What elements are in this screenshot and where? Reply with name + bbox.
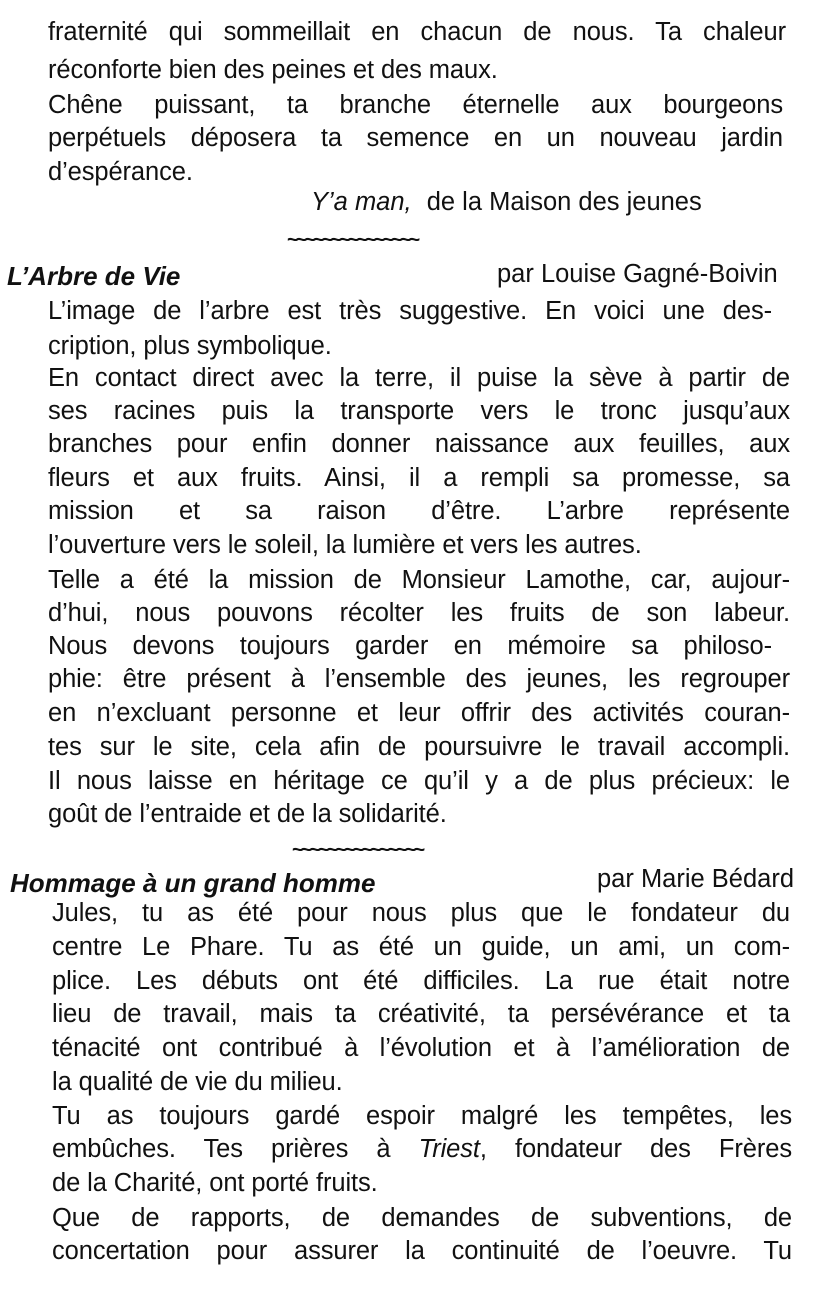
hommage-line: de la Charité, ont porté fruits. (52, 1169, 378, 1197)
arbre-line: goût de l’entraide et de la solidarité. (48, 800, 447, 828)
arbre-line: phie: être présent à l’ensemble des jeunes, les regrouper (48, 665, 790, 693)
arbre-line: Nous devons toujours garder en mémoire sa philoso- (48, 632, 772, 660)
hommage-line: Tu as toujours gardé espoir malgré les tempêtes, les (52, 1102, 792, 1130)
hommage-line: ténacité ont contribué à l’évolution et à l’amélioration de (52, 1034, 790, 1062)
separator: ~~~~~~~~~~~~~~~ (287, 229, 418, 251)
arbre-line: Telle a été la mission de Monsieur Lamothe, car, aujour- (48, 566, 790, 594)
intro-line: Chêne puissant, ta branche éternelle aux bourgeons (48, 91, 783, 119)
arbre-line: tes sur le site, cela afin de poursuivre le travail accompli. (48, 733, 790, 761)
hommage-line: plice. Les débuts ont été difficiles. La rue était notre (52, 967, 790, 995)
signature (311, 185, 702, 219)
hommage-line: lieu de travail, mais ta créativité, ta persévérance et ta (52, 1000, 790, 1028)
hommage-line (52, 1132, 792, 1166)
signature-org: de la Maison des jeunes (426, 188, 702, 216)
separator: ~~~~~~~~~~~~~~~ (292, 839, 423, 861)
section-title-arbre: L’Arbre de Vie (7, 261, 181, 291)
arbre-line: cription, plus symbolique. (48, 332, 332, 360)
arbre-line: branches pour enfin donner naissance aux feuilles, aux (48, 430, 790, 458)
signature-name: Y’a man, (311, 188, 412, 216)
intro-line: réconforte bien des peines et des maux. (48, 56, 498, 84)
hommage-text: embûches. Tes prières à (52, 1135, 419, 1163)
arbre-line: mission et sa raison d’être. L’arbre représente (48, 497, 790, 525)
hommage-line: la qualité de vie du milieu. (52, 1068, 343, 1096)
section-title-hommage: Hommage à un grand homme (10, 868, 376, 898)
arbre-line: fleurs et aux fruits. Ainsi, il a rempli sa promesse, sa (48, 464, 790, 492)
intro-line: d’espérance. (48, 158, 193, 186)
byline-hommage: par Marie Bédard (597, 865, 795, 893)
triest-name: Triest (418, 1135, 480, 1163)
intro-line: fraternité qui sommeillait en chacun de nous. Ta chaleur (48, 18, 786, 46)
arbre-line: en n’excluant personne et leur offrir des activités couran- (48, 699, 790, 727)
hommage-line: Que de rapports, de demandes de subventions, de (52, 1204, 792, 1232)
arbre-line: Il nous laisse en héritage ce qu’il y a de plus précieux: le (48, 767, 790, 795)
hommage-text: , fondateur des Frères (479, 1135, 792, 1163)
hommage-line: centre Le Phare. Tu as été un guide, un ami, un com- (52, 933, 790, 961)
hommage-line: Jules, tu as été pour nous plus que le fondateur du (52, 899, 790, 927)
arbre-line: L’image de l’arbre est très suggestive. En voici une des- (48, 297, 772, 325)
arbre-line: ses racines puis la transporte vers le tronc jusqu’aux (48, 397, 790, 425)
intro-line: perpétuels déposera ta semence en un nouveau jardin (48, 124, 783, 152)
arbre-line: d’hui, nous pouvons récolter les fruits de son labeur. (48, 599, 790, 627)
byline-arbre: par Louise Gagné-Boivin (497, 260, 778, 288)
arbre-line: En contact direct avec la terre, il puise la sève à partir de (48, 364, 790, 392)
arbre-line: l’ouverture vers le soleil, la lumière et vers les autres. (48, 531, 642, 559)
hommage-line: concertation pour assurer la continuité de l’oeuvre. Tu (52, 1237, 792, 1265)
